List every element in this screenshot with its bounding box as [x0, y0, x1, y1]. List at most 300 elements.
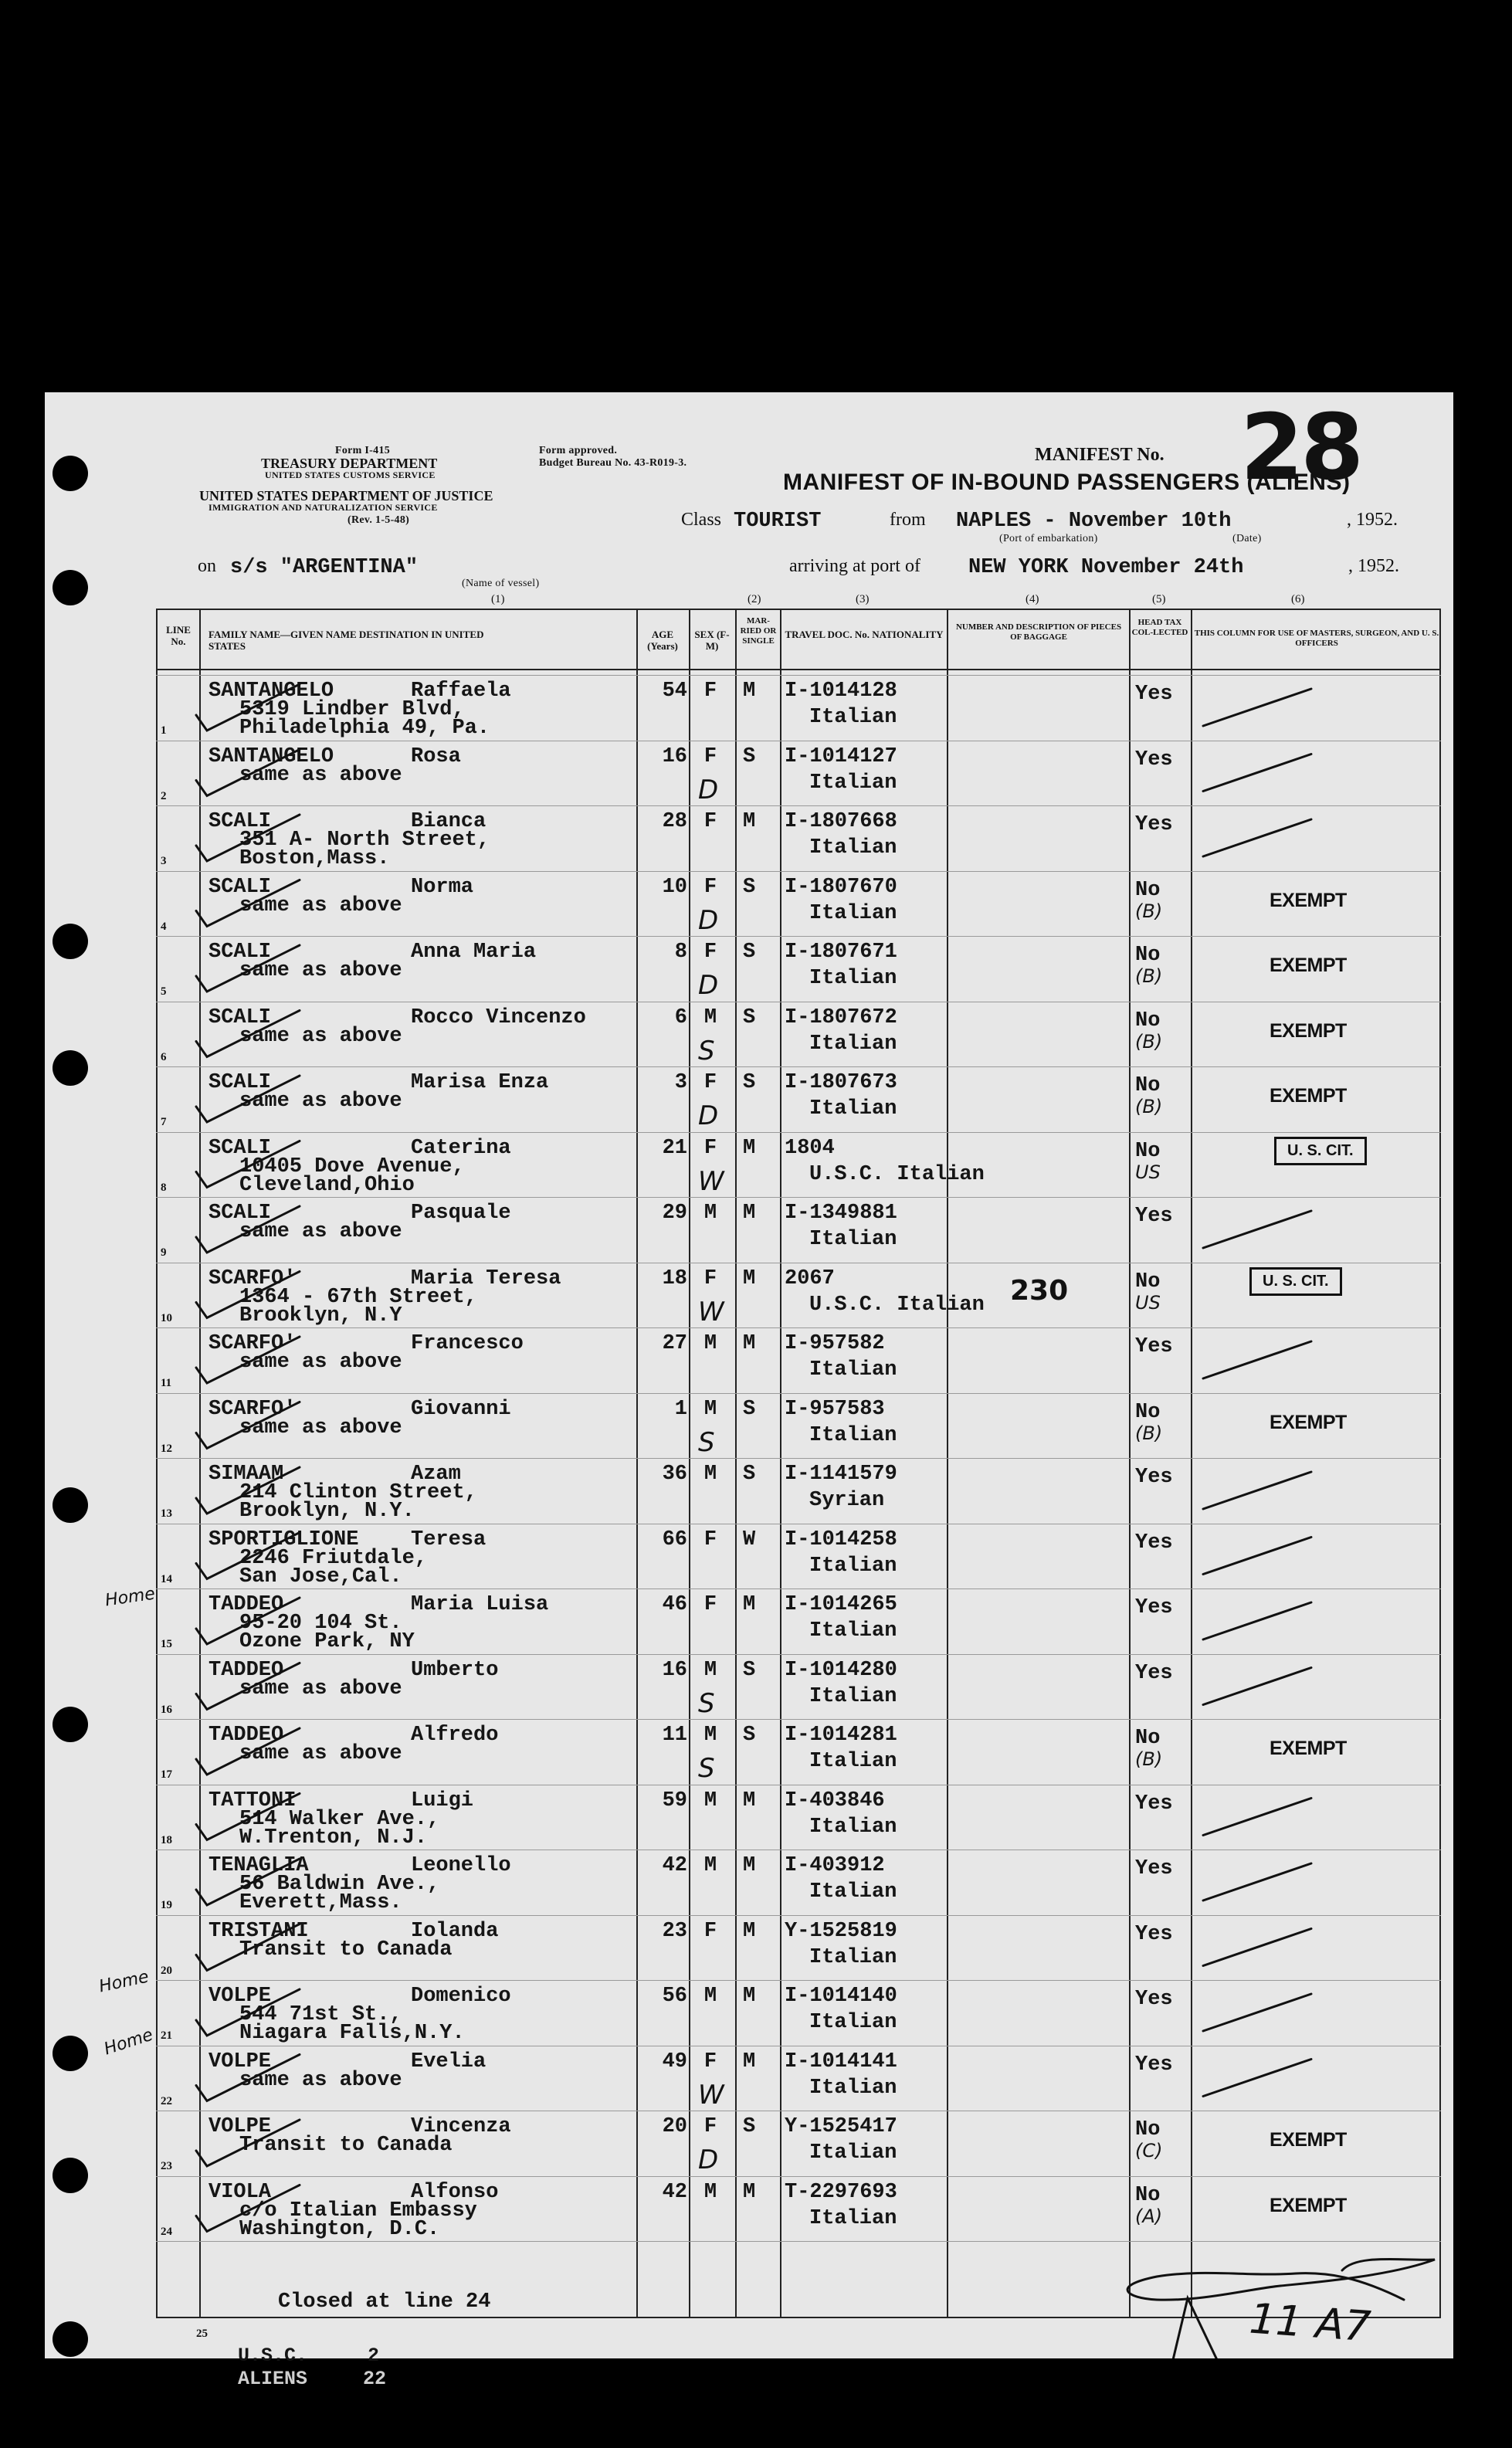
sex: M: [703, 1658, 717, 1682]
form-number: Form I-415: [335, 445, 391, 456]
passenger-row: [45, 876, 1453, 941]
sex: F: [703, 875, 717, 899]
line-number: 11: [161, 1377, 172, 1389]
given-name: Rocco Vincenzo: [411, 1005, 586, 1029]
marital-status: M: [743, 810, 756, 833]
date-caption: (Date): [1232, 533, 1262, 544]
column-number: (6): [1291, 593, 1305, 605]
form-approved: Form approved.: [539, 445, 618, 456]
stamp-text: U. S. CIT.: [1263, 1272, 1329, 1290]
destination-line-2: Everett,Mass.: [239, 1891, 402, 1914]
passenger-row: [45, 1854, 1453, 1920]
nationality: U.S.C. Italian: [809, 1162, 985, 1186]
manifest-number: 28: [1240, 394, 1361, 500]
destination-line-2: Philadelphia 49, Pa.: [239, 717, 490, 740]
nationality: Italian: [809, 967, 897, 990]
age: 36: [662, 1463, 687, 1486]
age: 66: [662, 1527, 687, 1551]
destination-line-2: Brooklyn, N.Y.: [239, 1500, 415, 1523]
age: 1: [674, 1397, 687, 1421]
head-tax: Yes: [1135, 1857, 1173, 1880]
line-number: 19: [161, 1899, 172, 1911]
age: 42: [662, 1854, 687, 1877]
sex: M: [703, 1789, 717, 1812]
family-name: TRISTANI: [208, 1919, 309, 1943]
line-number: 24: [161, 2225, 172, 2238]
baggage-count: 230: [1010, 1274, 1069, 1307]
sex: M: [703, 1463, 717, 1486]
destination-line-1: same as above: [239, 1742, 402, 1765]
destination-line-1: same as above: [239, 1677, 402, 1700]
passenger-row: [45, 1137, 1453, 1202]
travel-doc-number: I-957582: [785, 1332, 885, 1355]
destination-line-1: 514 Walker Ave.,: [239, 1807, 440, 1831]
family-name: SCARFO': [208, 1397, 297, 1421]
age: 16: [662, 1658, 687, 1682]
destination-line-2: Boston,Mass.: [239, 847, 390, 870]
line-number: 9: [161, 1246, 167, 1259]
header-married: MAR-RIED OR SINGLE: [740, 616, 777, 646]
given-name: Teresa: [411, 1527, 486, 1551]
travel-doc-number: T-2297693: [785, 2180, 897, 2204]
handwritten-mark: D: [698, 1100, 719, 1131]
destination-line-1: 2246 Friutdale,: [239, 1546, 428, 1570]
given-name: Umberto: [411, 1658, 499, 1682]
header-officers: THIS COLUMN FOR USE OF MASTERS, SURGEON, AND U. S. OFFICERS: [1194, 629, 1439, 648]
age: 56: [662, 1985, 687, 2008]
destination-line-1: 95-20 104 St.: [239, 1612, 402, 1635]
line-number: 3: [161, 855, 167, 867]
destination-line-2: San Jose,Cal.: [239, 1565, 402, 1588]
given-name: Leonello: [411, 1854, 511, 1877]
destination-line-1: same as above: [239, 1220, 402, 1243]
passenger-row: [45, 1920, 1453, 1985]
given-name: Maria Luisa: [411, 1593, 549, 1616]
line-number: 7: [161, 1116, 167, 1128]
age: 23: [662, 1919, 687, 1943]
given-name: Alfredo: [411, 1724, 499, 1747]
head-tax: Yes: [1135, 813, 1173, 836]
travel-doc-number: I-1349881: [785, 1202, 897, 1225]
given-name: Alfonso: [411, 2180, 499, 2204]
travel-doc-number: Y-1525417: [785, 2115, 897, 2138]
travel-doc-number: I-1014280: [785, 1658, 897, 1682]
head-tax: Yes: [1135, 1792, 1173, 1816]
destination-line-2: W.Trenton, N.J.: [239, 1826, 428, 1850]
nationality: Italian: [809, 2011, 897, 2034]
destination-line-2: Niagara Falls,N.Y.: [239, 2022, 465, 2045]
marital-status: S: [743, 744, 756, 768]
head-tax-note: US: [1135, 1161, 1161, 1183]
marital-status: M: [743, 2180, 756, 2204]
handwritten-mark: S: [698, 1753, 715, 1784]
sex: M: [703, 1724, 717, 1747]
passenger-row: [45, 2181, 1453, 2246]
marital-status: W: [743, 1527, 756, 1551]
family-name: SCALI: [208, 1202, 272, 1225]
destination-line-1: 1364 - 67th Street,: [239, 1285, 477, 1309]
family-name: SCALI: [208, 1071, 272, 1094]
header-line-no: LINE No.: [166, 624, 191, 647]
destination-line-1: same as above: [239, 1024, 402, 1048]
us-citizen-stamp: [1274, 1137, 1367, 1165]
binder-hole: [53, 2321, 88, 2357]
handwritten-mark: D: [698, 970, 719, 1001]
handwritten-mark: S: [698, 1687, 715, 1719]
head-tax: Yes: [1135, 1205, 1173, 1228]
family-name: SPORTIGLIONE: [208, 1527, 359, 1551]
binder-hole: [53, 570, 88, 605]
nationality: Italian: [809, 1423, 897, 1447]
exempt-stamp: EXEMPT: [1270, 1411, 1347, 1433]
sex: F: [703, 810, 717, 833]
line-number: 25: [196, 2328, 208, 2340]
row-divider: [156, 675, 1441, 676]
marital-status: S: [743, 1071, 756, 1094]
exempt-stamp: EXEMPT: [1270, 954, 1347, 976]
age: 42: [662, 2180, 687, 2204]
passenger-row: [45, 1593, 1453, 1659]
closed-at-line: Closed at line 24: [278, 2290, 491, 2314]
passenger-row: [45, 680, 1453, 745]
age: 18: [662, 1266, 687, 1290]
head-tax-note: (B): [1135, 1748, 1163, 1770]
head-tax: No: [1135, 1400, 1161, 1424]
usc-label: U.S.C.: [238, 2345, 308, 2367]
passenger-row: [45, 1202, 1453, 1267]
vessel-name: s/s "ARGENTINA": [230, 556, 419, 579]
marital-status: M: [743, 1266, 756, 1290]
marital-status: M: [743, 1854, 756, 1877]
head-tax: No: [1135, 878, 1161, 902]
head-tax: Yes: [1135, 2053, 1173, 2077]
travel-doc-number: Y-1525819: [785, 1919, 897, 1943]
head-tax-note: (B): [1135, 1422, 1163, 1444]
destination-line-1: 351 A- North Street,: [239, 829, 490, 852]
header-travel-doc: TRAVEL DOC. No. NATIONALITY: [785, 629, 944, 640]
sex: M: [703, 1202, 717, 1225]
manifest-sheet: [45, 392, 1453, 2367]
departure-year: , 1952.: [1347, 510, 1398, 530]
head-tax: Yes: [1135, 1922, 1173, 1946]
header-baggage: NUMBER AND DESCRIPTION OF PIECES OF BAGGAGE: [955, 622, 1122, 642]
travel-doc-number: I-1014127: [785, 744, 897, 768]
us-citizen-stamp: [1249, 1267, 1342, 1296]
sex: M: [703, 1005, 717, 1029]
destination-line-1: 5319 Lindber Blvd,: [239, 698, 465, 721]
sex: M: [703, 1854, 717, 1877]
travel-doc-number: I-403846: [785, 1789, 885, 1812]
passenger-row: [45, 1332, 1453, 1398]
head-tax-note: (B): [1135, 965, 1163, 987]
arrival-year: , 1952.: [1348, 556, 1399, 576]
manifest-title: MANIFEST OF IN-BOUND PASSENGERS (ALIENS): [783, 470, 1351, 495]
family-name: SCALI: [208, 941, 272, 964]
head-tax: Yes: [1135, 1466, 1173, 1489]
handwritten-mark: W: [698, 1165, 724, 1197]
destination-line-1: 56 Baldwin Ave.,: [239, 1873, 440, 1896]
head-tax: No: [1135, 1009, 1161, 1032]
passenger-row: [45, 2115, 1453, 2181]
given-name: Vincenza: [411, 2115, 511, 2138]
class-value: TOURIST: [734, 510, 822, 533]
head-tax-note: (B): [1135, 1096, 1163, 1117]
sex: F: [703, 680, 717, 703]
head-tax: No: [1135, 2183, 1161, 2207]
manifest-number-label: MANIFEST No.: [1035, 445, 1165, 465]
on-label: on: [198, 556, 216, 576]
head-tax: No: [1135, 1074, 1161, 1097]
nationality: Italian: [809, 2206, 897, 2230]
line-number: 21: [161, 2029, 172, 2042]
head-tax-note: (B): [1135, 1030, 1163, 1053]
line-number: 2: [161, 789, 167, 802]
passenger-row: [45, 1267, 1453, 1333]
exempt-stamp: EXEMPT: [1270, 1085, 1347, 1107]
line-number: 15: [161, 1638, 172, 1650]
usc-count: 2: [368, 2345, 380, 2367]
line-number: 16: [161, 1703, 172, 1716]
marital-status: S: [743, 1724, 756, 1747]
destination-line-1: Transit to Canada: [239, 1938, 453, 1961]
given-name: Raffaela: [411, 680, 511, 703]
family-name: TADDEO: [208, 1724, 284, 1747]
line-number: 12: [161, 1442, 172, 1455]
family-name: TADDEO: [208, 1593, 284, 1616]
given-name: Caterina: [411, 1136, 511, 1160]
family-name: VOLPE: [208, 1985, 272, 2008]
family-name: SCALI: [208, 1005, 272, 1029]
handwritten-mark: D: [698, 904, 719, 936]
column-number: (1): [491, 593, 505, 605]
head-tax: Yes: [1135, 748, 1173, 771]
form-revision: (Rev. 1-5-48): [347, 514, 410, 526]
sex: M: [703, 1332, 717, 1355]
handwritten-mark: D: [698, 774, 719, 805]
nationality: Italian: [809, 771, 897, 795]
travel-doc-number: I-1807673: [785, 1071, 897, 1094]
sex: F: [703, 1919, 717, 1943]
travel-doc-number: I-1014128: [785, 680, 897, 703]
destination-line-1: same as above: [239, 1416, 402, 1439]
margin-note: Home: [97, 1967, 151, 1997]
passenger-row: [45, 1071, 1453, 1137]
family-name: SIMAAM: [208, 1463, 284, 1486]
family-name: TADDEO: [208, 1658, 284, 1682]
destination-line-1: same as above: [239, 959, 402, 982]
handwritten-mark: W: [698, 2079, 724, 2111]
destination-line-1: Transit to Canada: [239, 2134, 453, 2157]
travel-doc-number: I-1807668: [785, 810, 897, 833]
given-name: Norma: [411, 875, 474, 899]
sex: F: [703, 1071, 717, 1094]
age: 49: [662, 2050, 687, 2073]
head-tax-note: (C): [1135, 2140, 1163, 2161]
marital-status: M: [743, 1985, 756, 2008]
marital-status: M: [743, 1789, 756, 1812]
head-tax: Yes: [1135, 1661, 1173, 1685]
travel-doc-number: I-1014141: [785, 2050, 897, 2073]
age: 27: [662, 1332, 687, 1355]
marital-status: M: [743, 680, 756, 703]
port-embarkation-caption: (Port of embarkation): [999, 533, 1098, 544]
passenger-row: [45, 1985, 1453, 2050]
family-name: VOLPE: [208, 2115, 272, 2138]
head-tax-note: (A): [1135, 2205, 1163, 2227]
exempt-stamp: EXEMPT: [1270, 2194, 1347, 2216]
destination-line-1: same as above: [239, 2068, 402, 2092]
age: 11: [662, 1724, 687, 1747]
nationality: Italian: [809, 836, 897, 860]
family-name: SCALI: [208, 810, 272, 833]
line-number: 10: [161, 1311, 172, 1324]
sex: M: [703, 1985, 717, 2008]
line-number: 13: [161, 1507, 172, 1520]
given-name: Rosa: [411, 744, 461, 768]
header-name: FAMILY NAME—GIVEN NAME DESTINATION IN UNITED STATES: [208, 629, 484, 652]
header-age: AGE (Years): [647, 629, 678, 652]
nationality: Italian: [809, 1097, 897, 1121]
given-name: Domenico: [411, 1985, 511, 2008]
age: 8: [674, 941, 687, 964]
line-number: 18: [161, 1833, 172, 1846]
sex: F: [703, 2050, 717, 2073]
line-number: 17: [161, 1768, 172, 1781]
destination-line-1: 10405 Dove Avenue,: [239, 1154, 465, 1178]
given-name: Francesco: [411, 1332, 524, 1355]
destination-line-1: same as above: [239, 1351, 402, 1374]
line-number: 14: [161, 1572, 172, 1585]
head-tax: No: [1135, 1270, 1161, 1294]
family-name: SCARFO': [208, 1332, 297, 1355]
age: 59: [662, 1789, 687, 1812]
from-value: NAPLES - November 10th: [956, 510, 1232, 533]
family-name: VIOLA: [208, 2180, 272, 2204]
passenger-row: [45, 810, 1453, 876]
line-number: 23: [161, 2160, 172, 2172]
given-name: Azam: [411, 1463, 461, 1486]
marital-status: M: [743, 2050, 756, 2073]
department-of-justice: UNITED STATES DEPARTMENT OF JUSTICE: [199, 488, 493, 504]
travel-doc-number: I-1014281: [785, 1724, 897, 1747]
head-tax: No: [1135, 2118, 1161, 2141]
given-name: Marisa Enza: [411, 1071, 549, 1094]
line-number: 4: [161, 920, 167, 933]
header-divider: [156, 669, 1441, 670]
age: 3: [674, 1071, 687, 1094]
age: 10: [662, 875, 687, 899]
head-tax: No: [1135, 1139, 1161, 1163]
vessel-caption: (Name of vessel): [462, 578, 540, 589]
arriving-label: arriving at port of: [789, 556, 920, 576]
given-name: Maria Teresa: [411, 1266, 561, 1290]
budget-bureau: Budget Bureau No. 43-R019-3.: [539, 457, 687, 469]
nationality: Italian: [809, 2076, 897, 2100]
marital-status: M: [743, 1593, 756, 1616]
travel-doc-number: I-1141579: [785, 1463, 897, 1486]
exempt-stamp: EXEMPT: [1270, 1738, 1347, 1759]
class-label: Class: [681, 510, 722, 530]
travel-doc-number: I-957583: [785, 1397, 885, 1421]
travel-doc-number: I-1807672: [785, 1005, 897, 1029]
customs-service: UNITED STATES CUSTOMS SERVICE: [265, 470, 436, 480]
family-name: SANTANGELO: [208, 744, 334, 768]
travel-doc-number: I-1014265: [785, 1593, 897, 1616]
given-name: Evelia: [411, 2050, 486, 2073]
margin-note: Home: [103, 1584, 157, 1611]
age: 46: [662, 1593, 687, 1616]
line-number: 20: [161, 1964, 172, 1977]
sex: F: [703, 1266, 717, 1290]
marital-status: S: [743, 875, 756, 899]
marital-status: S: [743, 1397, 756, 1421]
nationality: Italian: [809, 1684, 897, 1708]
age: 6: [674, 1005, 687, 1029]
column-number: (4): [1026, 593, 1039, 605]
passenger-row: [45, 1463, 1453, 1528]
passenger-row: [45, 1006, 1453, 1072]
nationality: Italian: [809, 1554, 897, 1578]
passenger-row: [45, 1724, 1453, 1789]
travel-doc-number: 1804: [785, 1136, 835, 1160]
head-tax: Yes: [1135, 683, 1173, 706]
given-name: Bianca: [411, 810, 486, 833]
nationality: Italian: [809, 706, 897, 729]
from-label: from: [890, 510, 926, 530]
destination-line-1: same as above: [239, 893, 402, 917]
marital-status: S: [743, 1005, 756, 1029]
destination-line-2: Brooklyn, N.Y: [239, 1304, 402, 1327]
sex: M: [703, 1397, 717, 1421]
column-number: (2): [748, 593, 761, 605]
line-number: 8: [161, 1181, 167, 1194]
destination-line-2: Washington, D.C.: [239, 2217, 440, 2241]
sex: F: [703, 1136, 717, 1160]
nationality: Syrian: [809, 1489, 885, 1512]
header-head-tax: HEAD TAX COL-LECTED: [1131, 618, 1188, 637]
aliens-count: 22: [363, 2368, 387, 2390]
family-name: SANTANGELO: [208, 680, 334, 703]
travel-doc-number: I-1807670: [785, 875, 897, 899]
marital-status: M: [743, 1202, 756, 1225]
nationality: Italian: [809, 1032, 897, 1056]
head-tax: Yes: [1135, 1335, 1173, 1358]
handwritten-mark: W: [698, 1296, 724, 1327]
sex: M: [703, 2180, 717, 2204]
head-tax-note: (B): [1135, 900, 1163, 922]
family-name: TENAGLIA: [208, 1854, 309, 1877]
family-name: TATTONI: [208, 1789, 297, 1812]
nationality: Italian: [809, 1880, 897, 1904]
column-number: (5): [1152, 593, 1166, 605]
family-name: VOLPE: [208, 2050, 272, 2073]
sex: F: [703, 2115, 717, 2138]
marital-status: S: [743, 1658, 756, 1682]
destination-line-1: 544 71st St.,: [239, 2003, 402, 2026]
head-tax: Yes: [1135, 1596, 1173, 1619]
age: 54: [662, 680, 687, 703]
nationality: Italian: [809, 901, 897, 925]
marital-status: S: [743, 941, 756, 964]
nationality: Italian: [809, 1358, 897, 1382]
travel-doc-number: I-1807671: [785, 941, 897, 964]
passenger-row: [45, 941, 1453, 1006]
line-number: 6: [161, 1050, 167, 1063]
sex: F: [703, 1527, 717, 1551]
travel-doc-number: I-403912: [785, 1854, 885, 1877]
passenger-row: [45, 1789, 1453, 1855]
given-name: Pasquale: [411, 1202, 511, 1225]
